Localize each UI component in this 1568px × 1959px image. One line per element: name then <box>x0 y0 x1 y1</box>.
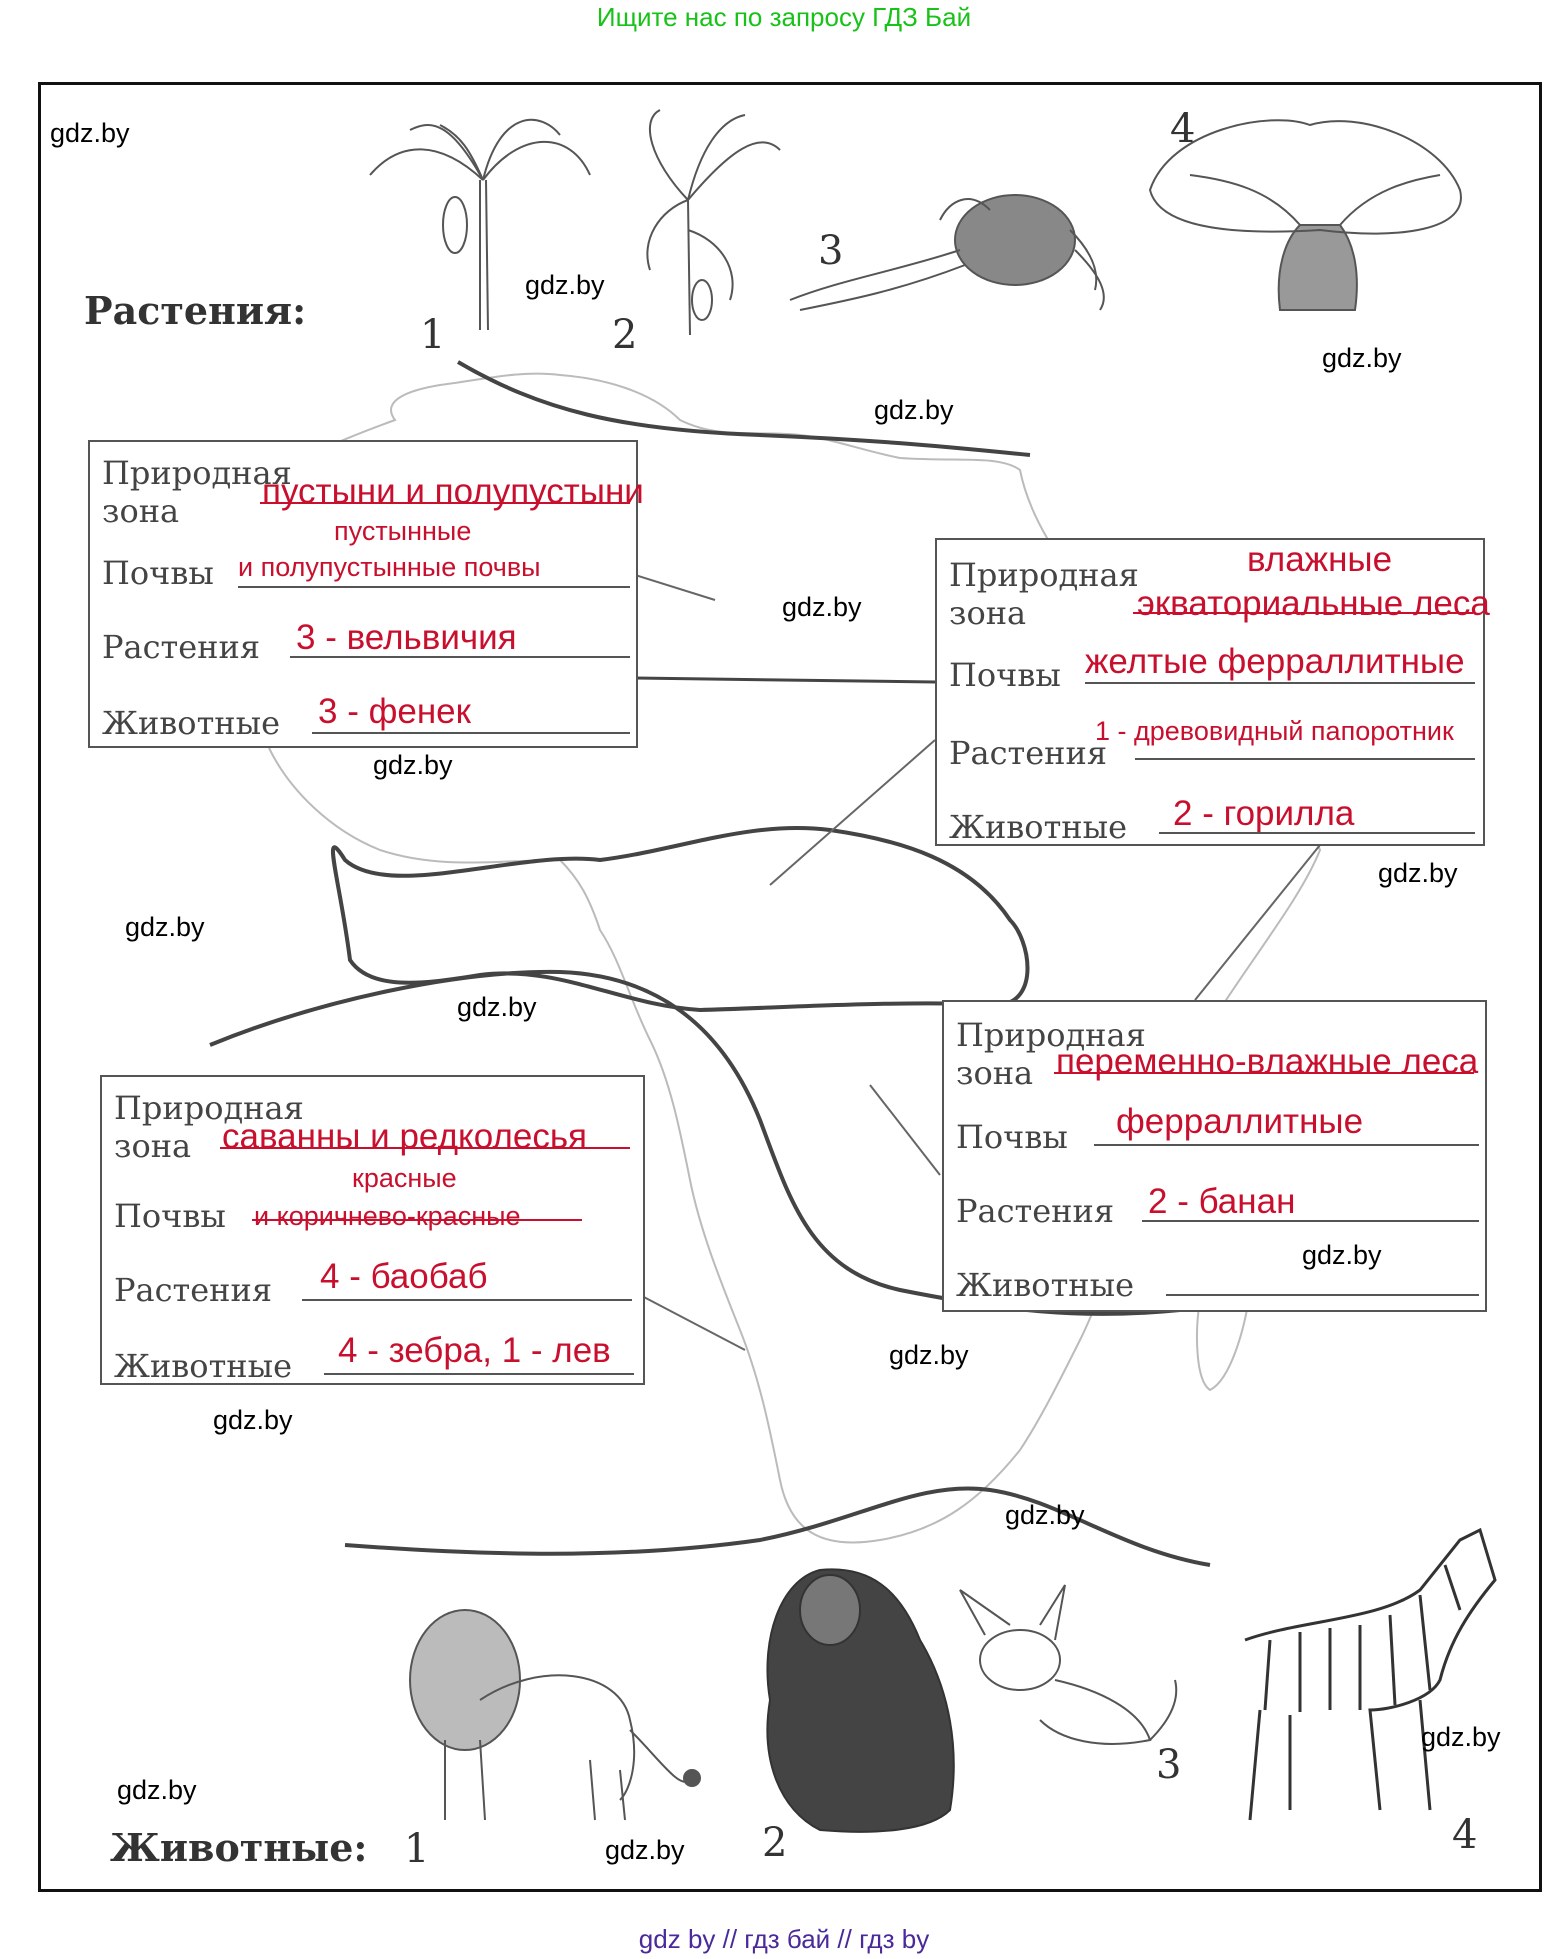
watermark: gdz.by <box>1005 1500 1085 1530</box>
watermark: gdz.by <box>889 1340 969 1370</box>
plants-answer: 2 - банан <box>1148 1182 1296 1221</box>
watermark: gdz.by <box>874 395 954 425</box>
plants-heading: Растения: <box>84 288 307 333</box>
plants-label: Растения <box>949 734 1108 772</box>
watermark: gdz.by <box>373 750 453 780</box>
lion-icon <box>410 1610 700 1820</box>
leader-line-variable <box>870 1085 940 1175</box>
animals-label: Животные <box>102 704 280 742</box>
plants-label: Растения <box>114 1271 273 1309</box>
animal-number-4: 4 <box>1452 1812 1478 1858</box>
zone-label: Природная <box>949 556 1139 594</box>
zone-label-2: зона <box>949 594 1027 632</box>
card-savanna <box>100 1075 645 1385</box>
watermark: gdz.by <box>605 1835 685 1865</box>
zone-label-2: зона <box>114 1127 192 1165</box>
watermark: gdz.by <box>1421 1722 1501 1752</box>
soils-answer: желтые ферраллитные <box>1085 642 1465 681</box>
header-link[interactable]: Ищите нас по запросу ГДЗ Бай <box>596 2 972 32</box>
soils-label: Почвы <box>949 656 1061 694</box>
watermark: gdz.by <box>50 118 130 148</box>
soils-answer-1: красные <box>352 1163 457 1193</box>
watermark: gdz.by <box>117 1775 197 1805</box>
animal-number-2: 2 <box>762 1820 788 1866</box>
plant-number-3: 3 <box>818 228 844 274</box>
animals-answer: 3 - фенек <box>318 692 471 731</box>
leader-line-equatorial <box>770 740 935 885</box>
animals-answer: 4 - зебра, 1 - лев <box>338 1331 611 1370</box>
leader-line-equatorial-east <box>1195 845 1320 1000</box>
plants-answer: 4 - баобаб <box>320 1257 488 1296</box>
watermark: gdz.by <box>213 1405 293 1435</box>
zone-label: Природная <box>102 454 292 492</box>
soils-label: Почвы <box>114 1197 226 1235</box>
animal-number-1: 1 <box>404 1826 430 1872</box>
watermark: gdz.by <box>525 270 605 300</box>
watermark: gdz.by <box>782 592 862 622</box>
zone-label-2: зона <box>956 1054 1034 1092</box>
plants-label: Растения <box>956 1192 1115 1230</box>
soils-answer-1: пустынные <box>334 516 472 546</box>
animals-heading: Животные: <box>110 1825 368 1870</box>
soils-answer-2: и полупустынные почвы <box>238 552 541 582</box>
soils-answer-2: и коричнево-красные <box>254 1201 521 1231</box>
plants-answer: 1 - древовидный папоротник <box>1095 716 1454 746</box>
soils-label: Почвы <box>102 554 214 592</box>
leader-line-desert-map <box>635 678 935 682</box>
gorilla-icon <box>767 1569 953 1831</box>
plant-number-4: 4 <box>1170 106 1196 152</box>
plants-answer: 3 - вельвичия <box>296 618 517 657</box>
plant-number-2: 2 <box>612 312 638 358</box>
zone-label: Природная <box>956 1016 1146 1054</box>
zebra-icon <box>1245 1530 1495 1820</box>
card-desert <box>88 440 644 748</box>
zone-label: Природная <box>114 1089 304 1127</box>
animals-label: Животные <box>956 1266 1134 1304</box>
watermark: gdz.by <box>1322 343 1402 373</box>
zone-answer: саванны и редколесья <box>222 1117 588 1156</box>
plants-label: Растения <box>102 628 261 666</box>
banana-plant-icon <box>647 110 780 335</box>
animals-label: Животные <box>114 1347 292 1385</box>
zone-answer-2: экваториальные леса <box>1137 584 1490 623</box>
animal-number-3: 3 <box>1156 1742 1182 1788</box>
zone-answer: пустыни и полупустыни <box>262 472 644 511</box>
leader-line-desert <box>635 575 715 600</box>
soils-answer: ферраллитные <box>1116 1102 1364 1141</box>
zone-answer-1: влажные <box>1247 540 1393 579</box>
watermark: gdz.by <box>1302 1240 1382 1270</box>
fennec-fox-icon <box>960 1585 1176 1744</box>
zone-label-2: зона <box>102 492 180 530</box>
watermark: gdz.by <box>457 992 537 1022</box>
animals-label: Животные <box>949 808 1127 846</box>
plant-number-1: 1 <box>420 312 446 358</box>
animals-answer: 2 - горилла <box>1173 794 1355 833</box>
card-equatorial <box>935 538 1490 846</box>
card-variable-forests <box>942 1000 1487 1312</box>
soils-label: Почвы <box>956 1118 1068 1156</box>
baobab-tree-icon <box>1150 120 1461 310</box>
footer-link[interactable]: gdz by // гдз бай // гдз by <box>638 1924 930 1954</box>
watermark: gdz.by <box>125 912 205 942</box>
watermark: gdz.by <box>1378 858 1458 888</box>
zone-answer: переменно-влажные леса <box>1056 1042 1479 1081</box>
